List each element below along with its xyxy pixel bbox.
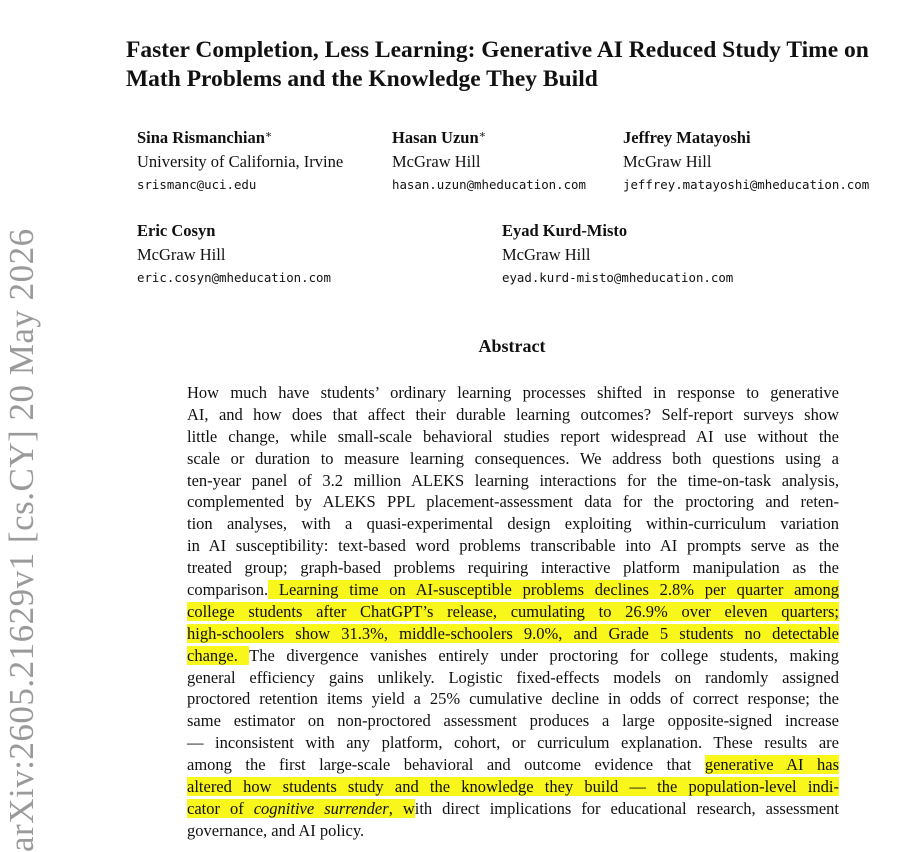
abstract-line (187, 513, 839, 535)
author-affiliation: University of California, Irvine (137, 152, 344, 171)
abstract-line (187, 776, 839, 798)
abstract-text: treated group; graph-based problems requiring interactive platform manipulation as the (187, 558, 839, 578)
highlighted-text: cator of (187, 798, 254, 818)
abstract-text: among the first large-scale behavioral and outcome evidence that (187, 755, 705, 775)
abstract-line (187, 470, 839, 492)
highlighted-text: high-schoolers show 31.3%, middle-schoolers 9.0%, and Grade 5 students no detectable (187, 623, 839, 643)
abstract-text: comparison. (187, 580, 269, 600)
author-block (623, 126, 869, 196)
abstract-text: same estimator on non-proctored assessment produces a large opposite-signed increase (187, 711, 839, 731)
abstract-text: governance, and AI policy. (187, 820, 365, 840)
abstract-line (187, 557, 839, 579)
abstract-text: ith direct implications for educational research, assessment (414, 798, 839, 818)
highlighted-text: change. (187, 645, 250, 665)
abstract-line (187, 623, 839, 645)
abstract-line (187, 426, 839, 448)
author-name: Jeffrey Matayoshi (623, 128, 751, 147)
author-affiliation: McGraw Hill (502, 245, 591, 264)
author-name: Hasan Uzun (392, 128, 479, 147)
abstract-heading: Abstract (478, 336, 546, 356)
abstract-line (187, 732, 839, 754)
author-affiliation: McGraw Hill (623, 152, 712, 171)
abstract-text: general efficiency gains unlikely. Logistic fixed-effects models on randomly assigned (187, 667, 839, 687)
abstract-text: complemented by ALEKS PPL placement-assessment data for the proctoring and reten- (187, 492, 839, 512)
abstract-line (187, 798, 839, 820)
author-block (392, 126, 586, 196)
author-mark: ∗ (264, 129, 273, 141)
paper-title: Faster Completion, Less Learning: Generative AI Reduced Study Time on Math Problems and the Knowledge They Build (126, 37, 869, 92)
abstract-line (187, 667, 839, 689)
abstract-line (187, 535, 839, 557)
author-block (502, 219, 733, 289)
abstract-line (187, 754, 839, 776)
abstract-body (187, 382, 839, 842)
abstract-line (187, 688, 839, 710)
author-email: jeffrey.matayoshi@mheducation.com (623, 177, 870, 192)
abstract-text: little change, while small-scale behavioral studies report widespread AI use without the (187, 426, 839, 446)
highlighted-text: generative AI has (704, 755, 840, 775)
abstract-line (187, 491, 839, 513)
author-block (137, 219, 331, 289)
abstract-line (187, 448, 839, 470)
abstract-text: The divergence vanishes entirely under proctoring for college students, making (249, 645, 839, 665)
author-email: eric.cosyn@mheducation.com (137, 270, 331, 285)
highlighted-text: college students after ChatGPT’s release, cumulating to 26.9% over eleven quarters; (187, 601, 839, 621)
author-affiliation: McGraw Hill (137, 245, 226, 264)
abstract-text: — inconsistent with any platform, cohort, or curriculum explanation. These results are (187, 733, 839, 753)
author-email: eyad.kurd-misto@mheducation.com (502, 270, 734, 285)
abstract-text: proctored retention items yield a 25% cumulative decline in odds of correct response; the (187, 689, 839, 709)
abstract-text: How much have students’ ordinary learning processes shifted in response to generative (187, 383, 839, 402)
abstract-text: scale or duration to measure learning consequences. We address both questions using a (187, 448, 839, 468)
author-affiliation: McGraw Hill (392, 152, 481, 171)
abstract-text: AI, and how does that affect their durable learning outcomes? Self-report surveys show (187, 404, 839, 424)
author-name: Eyad Kurd-Misto (502, 221, 628, 240)
highlighted-text: altered how students study and the knowledge they build — the population-level indi- (187, 777, 839, 797)
highlighted-text: Learning time on AI-susceptible problems declines 2.8% per quarter among (268, 580, 839, 600)
abstract-line (187, 710, 839, 732)
author-block (137, 126, 343, 196)
arxiv-stamp: arXiv:2605.21629v1 [cs.CY] 20 May 2026 (2, 228, 41, 852)
abstract-line (187, 404, 839, 426)
author-name: Eric Cosyn (137, 221, 216, 240)
abstract-line (187, 579, 839, 601)
author-mark: ∗ (478, 129, 487, 141)
abstract-line (187, 820, 839, 842)
highlighted-text: cognitive surrender (253, 798, 389, 818)
abstract-text: ten-year panel of 3.2 million ALEKS learning interactions for the time-on-task analysis, (187, 470, 839, 490)
author-email: srismanc@uci.edu (137, 177, 257, 192)
abstract-line (187, 645, 839, 667)
author-name: Sina Rismanchian (137, 128, 265, 147)
abstract-text: tion analyses, with a quasi-experimental design exploiting within-curriculum variation (187, 514, 839, 534)
author-email: hasan.uzun@mheducation.com (392, 177, 586, 192)
abstract-line (187, 382, 839, 404)
abstract-line (187, 601, 839, 623)
abstract-text: in AI susceptibility: text-based word problems transcribable into AI prompts serve as the (187, 536, 839, 556)
highlighted-text: , w (388, 798, 415, 818)
